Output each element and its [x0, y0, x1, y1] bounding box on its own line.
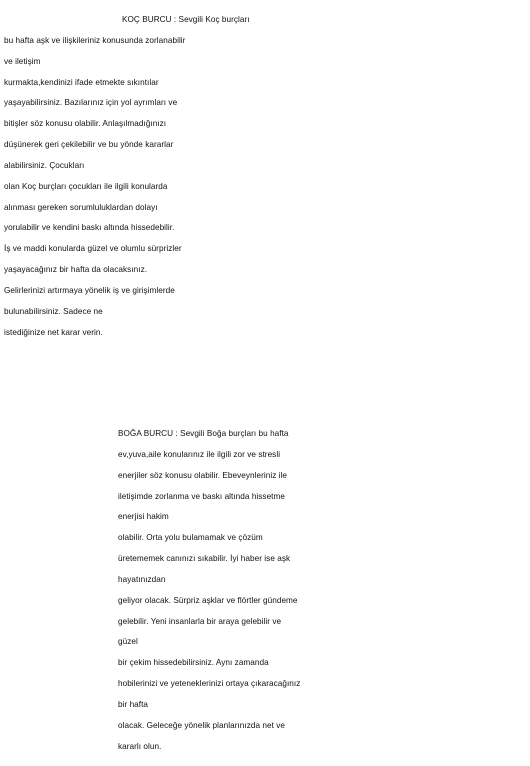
text-line: bir hafta: [118, 699, 149, 709]
text-line: kararlı olun.: [118, 741, 162, 751]
text-line: Gelirlerinizi artırmaya yönelik iş ve girişimlerde: [4, 285, 175, 295]
text-line: kurmakta,kendinizi ifade etmekte sıkıntılar: [4, 77, 159, 87]
text-line: alabilirsiniz. Çocukları: [4, 160, 85, 170]
text-line: bulunabilirsiniz. Sadece ne: [4, 306, 103, 316]
text-line: İş ve maddi konularda güzel ve olumlu sürprizler: [4, 244, 182, 254]
text-line: iletişimde zorlanma ve baskı altında hissetme: [118, 491, 285, 501]
text-line: olacak. Geleceğe yönelik planlarınızda net ve: [118, 720, 286, 730]
text-line: olan Koç burçları çocukları ile ilgili konularda: [4, 181, 168, 191]
text-line: ve iletişim: [4, 56, 41, 66]
text-line: düşünerek geri çekilebilir ve bu yönde kararlar: [4, 140, 174, 150]
text-line: bu hafta aşk ve ilişkileriniz konusunda zorlanabilir: [4, 35, 186, 45]
boga-heading-line: BOĞA BURCU : Sevgili Boğa burçları bu hafta: [118, 429, 289, 438]
koc-burcu-paragraph: [0, 10, 530, 344]
text-line: bitişler söz konusu olabilir. Anlaşılmadığınızı: [4, 119, 167, 129]
text-line: gelebilir. Yeni insanlarla bir araya gelebilir ve: [118, 616, 282, 626]
text-line: enerjiler söz konusu olabilir. Ebeveynleriniz ile: [118, 470, 288, 480]
koc-heading-line: KOÇ BURCU : Sevgili Koç burçları: [122, 15, 250, 24]
text-line: ev,yuva,aile konularınız ile ilgili zor ve stresli: [118, 449, 281, 459]
text-line: yaşayabilirsiniz. Bazılarınız için yol ayrımları ve: [4, 98, 178, 108]
text-line: olabilir. Orta yolu bulamamak ve çözüm: [118, 533, 263, 543]
text-line: hayatınızdan: [118, 574, 166, 584]
text-line: alınması gereken sorumluluklardan dolayı: [4, 202, 158, 212]
text-line: enerjisi hakim: [118, 512, 169, 522]
text-line: yorulabilir ve kendini baskı altında hissedebilir.: [4, 223, 175, 233]
boga-burcu-paragraph: [0, 424, 530, 758]
text-line: yaşayacağınız bir hafta da olacaksınız.: [4, 265, 148, 275]
text-line: istediğinize net karar verin.: [4, 327, 103, 337]
text-line: üretememek canınızı sıkabilir. İyi haber ise aşk: [118, 554, 291, 564]
text-line: bir çekim hissedebilirsiniz. Aynı zamanda: [118, 658, 269, 668]
text-line: hobilerinizi ve yeteneklerinizi ortaya çıkaracağınız: [118, 679, 301, 689]
text-line: güzel: [118, 637, 138, 647]
text-line: geliyor olacak. Sürpriz aşklar ve flörtler gündeme: [118, 595, 298, 605]
